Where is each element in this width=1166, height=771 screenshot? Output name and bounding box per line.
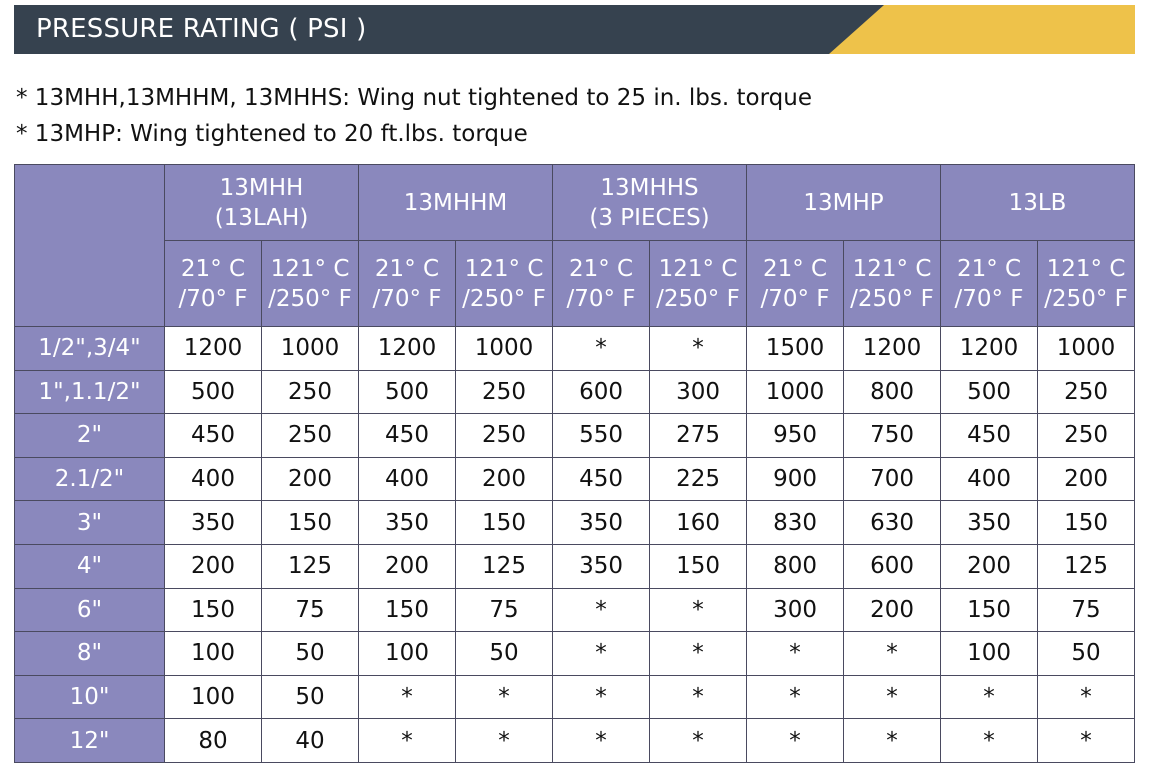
temperature-celsius: 21° C xyxy=(568,255,634,282)
pressure-value-cell: 100 xyxy=(359,632,456,676)
corner-header-cell xyxy=(15,165,165,327)
model-header-13mhhs xyxy=(553,165,747,241)
temperature-fahrenheit: /250° F xyxy=(462,285,546,312)
temperature-fahrenheit: /250° F xyxy=(268,285,352,312)
pressure-value-cell: 1200 xyxy=(844,327,941,371)
table-row xyxy=(15,632,1135,676)
pressure-value-cell: 900 xyxy=(747,457,844,501)
table-body xyxy=(15,327,1135,763)
pressure-value-cell: 200 xyxy=(941,544,1038,588)
temperature-header-cell xyxy=(1038,241,1135,327)
pressure-value-cell: 600 xyxy=(844,544,941,588)
pressure-value-cell: 125 xyxy=(456,544,553,588)
temperature-fahrenheit: /70° F xyxy=(566,285,636,312)
pressure-value-cell: 40 xyxy=(262,719,359,763)
pressure-value-cell: * xyxy=(359,675,456,719)
table-row xyxy=(15,501,1135,545)
pressure-value-cell: 550 xyxy=(553,414,650,458)
pressure-value-cell: 200 xyxy=(844,588,941,632)
temperature-fahrenheit: /70° F xyxy=(760,285,830,312)
torque-notes xyxy=(16,80,812,152)
pressure-value-cell: 1000 xyxy=(1038,327,1135,371)
pressure-value-cell: * xyxy=(747,675,844,719)
temperature-header-cell xyxy=(747,241,844,327)
pressure-value-cell: 350 xyxy=(941,501,1038,545)
page-title: PRESSURE RATING ( PSI ) xyxy=(36,14,367,44)
temperature-header-cell xyxy=(456,241,553,327)
pressure-value-cell: 75 xyxy=(1038,588,1135,632)
temperature-header-row xyxy=(15,241,1135,327)
pressure-value-cell: * xyxy=(650,632,747,676)
temperature-fahrenheit: /250° F xyxy=(656,285,740,312)
pressure-value-cell: 150 xyxy=(941,588,1038,632)
pressure-value-cell: 150 xyxy=(359,588,456,632)
pressure-value-cell: 100 xyxy=(941,632,1038,676)
model-name: 13MHHM xyxy=(403,189,508,216)
temperature-header-cell xyxy=(262,241,359,327)
temperature-celsius: 121° C xyxy=(658,255,738,282)
model-header-13mhhm xyxy=(359,165,553,241)
temperature-celsius: 121° C xyxy=(1046,255,1126,282)
pressure-value-cell: 500 xyxy=(165,370,262,414)
pressure-value-cell: 50 xyxy=(1038,632,1135,676)
model-subname: (13LAH) xyxy=(214,204,309,231)
model-header-13mhp xyxy=(747,165,941,241)
temperature-celsius: 21° C xyxy=(762,255,828,282)
pressure-value-cell: 800 xyxy=(747,544,844,588)
pressure-value-cell: 400 xyxy=(359,457,456,501)
pressure-value-cell: 1000 xyxy=(262,327,359,371)
pressure-value-cell: 300 xyxy=(650,370,747,414)
pressure-value-cell: 125 xyxy=(1038,544,1135,588)
pressure-value-cell: 200 xyxy=(456,457,553,501)
model-header-row xyxy=(15,165,1135,241)
pressure-value-cell: * xyxy=(650,327,747,371)
pressure-value-cell: 50 xyxy=(456,632,553,676)
temperature-celsius: 21° C xyxy=(956,255,1022,282)
model-name: 13LB xyxy=(1008,189,1067,216)
temperature-fahrenheit: /70° F xyxy=(178,285,248,312)
pressure-value-cell: 400 xyxy=(941,457,1038,501)
pressure-value-cell: 800 xyxy=(844,370,941,414)
pressure-value-cell: 500 xyxy=(941,370,1038,414)
temperature-celsius: 21° C xyxy=(374,255,440,282)
pressure-value-cell: 950 xyxy=(747,414,844,458)
pressure-value-cell: 200 xyxy=(262,457,359,501)
pressure-value-cell: 1200 xyxy=(165,327,262,371)
pressure-value-cell: * xyxy=(456,719,553,763)
pressure-value-cell: 600 xyxy=(553,370,650,414)
pressure-value-cell: 250 xyxy=(456,414,553,458)
pipe-size-label: 2" xyxy=(15,414,165,458)
model-name: 13MHHS xyxy=(600,174,699,201)
temperature-fahrenheit: /70° F xyxy=(954,285,1024,312)
pressure-value-cell: 150 xyxy=(1038,501,1135,545)
pressure-value-cell: 150 xyxy=(165,588,262,632)
pressure-value-cell: * xyxy=(1038,719,1135,763)
pressure-value-cell: 150 xyxy=(650,544,747,588)
pressure-value-cell: 350 xyxy=(553,544,650,588)
temperature-header-cell xyxy=(359,241,456,327)
table-row xyxy=(15,457,1135,501)
pressure-value-cell: 75 xyxy=(262,588,359,632)
pressure-value-cell: 50 xyxy=(262,632,359,676)
model-header-13mhh xyxy=(165,165,359,241)
pressure-value-cell: 200 xyxy=(1038,457,1135,501)
pressure-value-cell: 225 xyxy=(650,457,747,501)
pressure-value-cell: 350 xyxy=(359,501,456,545)
pipe-size-label: 1",1.1/2" xyxy=(15,370,165,414)
table-row xyxy=(15,414,1135,458)
pipe-size-label: 10" xyxy=(15,675,165,719)
pressure-value-cell: * xyxy=(553,675,650,719)
pressure-value-cell: 750 xyxy=(844,414,941,458)
pressure-value-cell: * xyxy=(650,675,747,719)
pipe-size-label: 3" xyxy=(15,501,165,545)
pipe-size-label: 4" xyxy=(15,544,165,588)
pressure-value-cell: 250 xyxy=(456,370,553,414)
pressure-value-cell: 50 xyxy=(262,675,359,719)
pressure-value-cell: * xyxy=(941,675,1038,719)
pressure-value-cell: * xyxy=(1038,675,1135,719)
pressure-value-cell: 450 xyxy=(165,414,262,458)
pressure-value-cell: 630 xyxy=(844,501,941,545)
pressure-value-cell: 450 xyxy=(553,457,650,501)
pressure-value-cell: 250 xyxy=(1038,414,1135,458)
pressure-value-cell: * xyxy=(941,719,1038,763)
pressure-value-cell: 1200 xyxy=(359,327,456,371)
pipe-size-label: 8" xyxy=(15,632,165,676)
pressure-value-cell: * xyxy=(553,588,650,632)
temperature-celsius: 21° C xyxy=(180,255,246,282)
pressure-value-cell: 700 xyxy=(844,457,941,501)
pressure-value-cell: 350 xyxy=(165,501,262,545)
pipe-size-label: 12" xyxy=(15,719,165,763)
pressure-value-cell: 80 xyxy=(165,719,262,763)
pressure-value-cell: 150 xyxy=(456,501,553,545)
pressure-value-cell: 350 xyxy=(553,501,650,545)
title-banner xyxy=(14,5,1135,54)
temperature-header-cell xyxy=(941,241,1038,327)
pressure-value-cell: 250 xyxy=(1038,370,1135,414)
pressure-value-cell: 1000 xyxy=(747,370,844,414)
pipe-size-label: 1/2",3/4" xyxy=(15,327,165,371)
note-line: * 13MHP: Wing tightened to 20 ft.lbs. torque xyxy=(16,121,528,147)
pressure-value-cell: * xyxy=(553,632,650,676)
pipe-size-label: 2.1/2" xyxy=(15,457,165,501)
table-row xyxy=(15,719,1135,763)
note-line: * 13MHH,13MHHM, 13MHHS: Wing nut tightened to 25 in. lbs. torque xyxy=(16,85,812,111)
pressure-value-cell: 500 xyxy=(359,370,456,414)
temperature-celsius: 121° C xyxy=(464,255,544,282)
pressure-value-cell: * xyxy=(650,588,747,632)
pipe-size-label: 6" xyxy=(15,588,165,632)
pressure-value-cell: 1500 xyxy=(747,327,844,371)
pressure-value-cell: 250 xyxy=(262,370,359,414)
pressure-value-cell: 125 xyxy=(262,544,359,588)
pressure-value-cell: * xyxy=(747,632,844,676)
pressure-value-cell: * xyxy=(553,327,650,371)
table-row xyxy=(15,327,1135,371)
temperature-fahrenheit: /250° F xyxy=(1044,285,1128,312)
pressure-value-cell: 200 xyxy=(165,544,262,588)
pressure-value-cell: * xyxy=(747,719,844,763)
model-name: 13MHH xyxy=(219,174,304,201)
pressure-value-cell: 450 xyxy=(941,414,1038,458)
pressure-value-cell: 1000 xyxy=(456,327,553,371)
pressure-value-cell: 450 xyxy=(359,414,456,458)
table-row xyxy=(15,675,1135,719)
banner-accent-shape xyxy=(829,5,1135,54)
temperature-header-cell xyxy=(165,241,262,327)
pressure-rating-table xyxy=(14,164,1135,763)
pressure-value-cell: 1200 xyxy=(941,327,1038,371)
table-row xyxy=(15,370,1135,414)
pressure-value-cell: * xyxy=(844,719,941,763)
temperature-header-cell xyxy=(650,241,747,327)
pressure-value-cell: 250 xyxy=(262,414,359,458)
pressure-value-cell: * xyxy=(359,719,456,763)
pressure-value-cell: 75 xyxy=(456,588,553,632)
temperature-celsius: 121° C xyxy=(270,255,350,282)
model-name: 13MHP xyxy=(803,189,884,216)
pressure-value-cell: 300 xyxy=(747,588,844,632)
pressure-value-cell: * xyxy=(844,675,941,719)
pressure-value-cell: * xyxy=(456,675,553,719)
pressure-value-cell: 100 xyxy=(165,675,262,719)
pressure-value-cell: * xyxy=(844,632,941,676)
table-row xyxy=(15,544,1135,588)
temperature-header-cell xyxy=(844,241,941,327)
model-header-13lb xyxy=(941,165,1135,241)
pressure-value-cell: 830 xyxy=(747,501,844,545)
pressure-value-cell: 150 xyxy=(262,501,359,545)
table-row xyxy=(15,588,1135,632)
temperature-fahrenheit: /70° F xyxy=(372,285,442,312)
model-subname: (3 PIECES) xyxy=(589,204,710,231)
pressure-value-cell: 275 xyxy=(650,414,747,458)
pressure-value-cell: 200 xyxy=(359,544,456,588)
temperature-fahrenheit: /250° F xyxy=(850,285,934,312)
temperature-header-cell xyxy=(553,241,650,327)
pressure-value-cell: * xyxy=(553,719,650,763)
pressure-value-cell: * xyxy=(650,719,747,763)
pressure-value-cell: 100 xyxy=(165,632,262,676)
temperature-celsius: 121° C xyxy=(852,255,932,282)
pressure-value-cell: 400 xyxy=(165,457,262,501)
pressure-value-cell: 160 xyxy=(650,501,747,545)
